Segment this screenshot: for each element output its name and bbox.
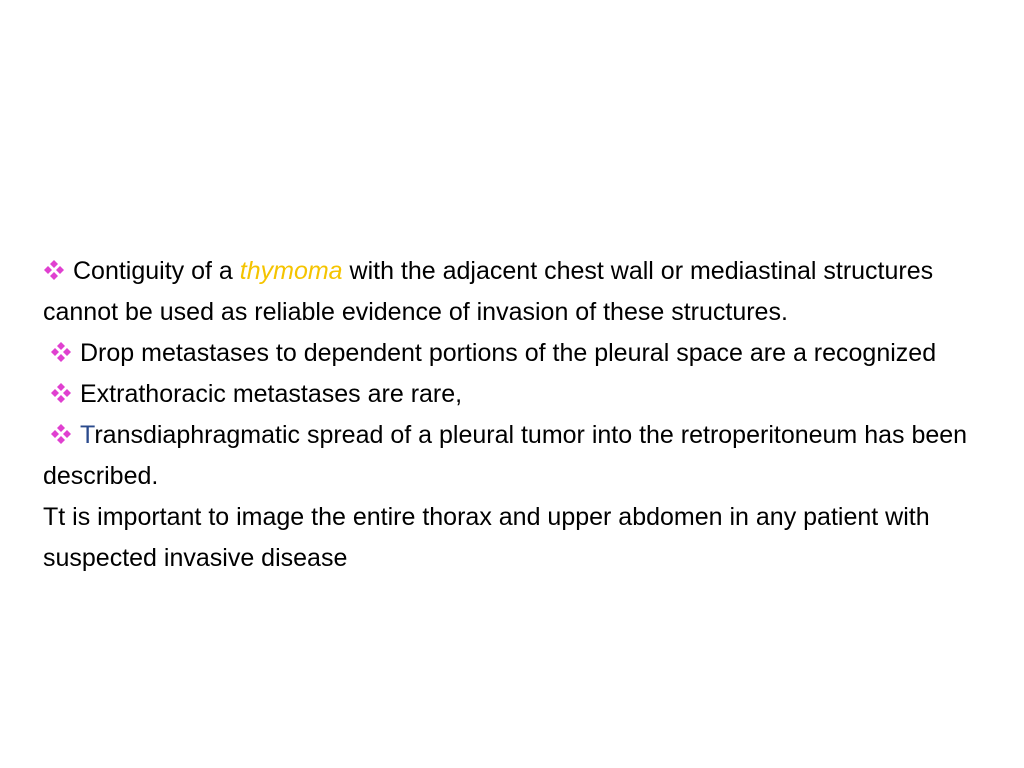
highlight-term: thymoma (239, 257, 343, 285)
bullet-item-2-text: Drop metastases to dependent portions of the pleural space are a recognized (80, 339, 937, 367)
bullet-item-3 (43, 374, 983, 415)
closing-paragraph: Tt is important to image the entire thorax and upper abdomen in any patient with suspected invasive disease (43, 503, 930, 572)
accent-first-letter: T (80, 421, 95, 449)
bullet-item-3-text: Extrathoracic metastases are rare, (80, 380, 463, 408)
diamond-bullet-icon (50, 423, 72, 445)
diamond-bullet-icon (50, 341, 72, 363)
bullet-item-1-text-before: Contiguity of a (73, 257, 240, 285)
slide-body (43, 251, 983, 579)
bullet-item-4 (43, 415, 983, 497)
bullet-item-2 (43, 333, 983, 374)
bullet-item-1-text-after: with the adjacent chest wall or mediastinal structures cannot be used as reliable evidence of invasion of these structures. (43, 257, 934, 326)
bullet-item-1 (43, 251, 983, 333)
diamond-bullet-icon (50, 382, 72, 404)
bullet-item-4-text: ransdiaphragmatic spread of a pleural tumor into the retroperitoneum has been described. (43, 421, 968, 490)
diamond-bullet-icon (43, 259, 65, 281)
